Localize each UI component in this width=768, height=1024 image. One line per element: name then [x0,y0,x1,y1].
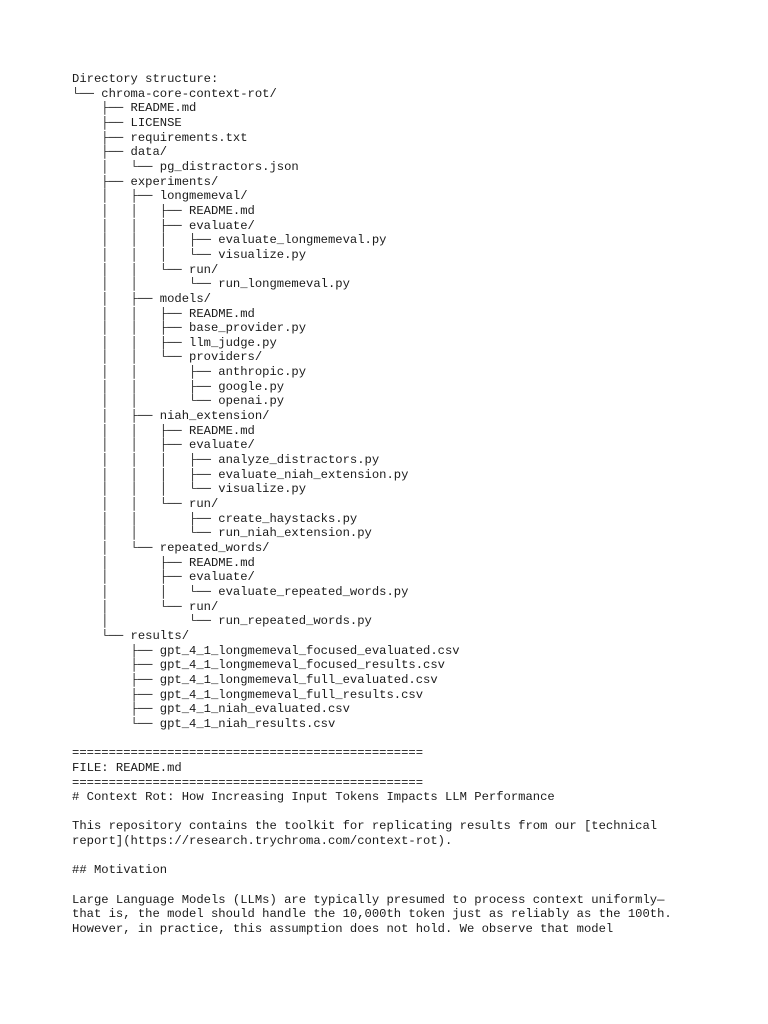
document-line: │ │ │ ├── evaluate_niah_extension.py [72,467,409,482]
document-line: However, in practice, this assumption does not hold. We observe that model [72,922,614,937]
document-line: │ └── repeated_words/ [72,541,270,555]
document-line: │ │ ├── anthropic.py [72,365,307,380]
document-line: │ │ ├── evaluate/ [72,438,255,453]
document-line [72,878,752,893]
document-line: │ │ │ ├── analyze_distractors.py [72,453,380,468]
document-line: │ │ ├── llm_judge.py [72,335,277,350]
document-line: This repository contains the toolkit for replicating results from our [technical [72,819,658,834]
document-line: │ │ ├── google.py [72,379,285,394]
document-line: ├── data/ [72,145,168,160]
document-line: │ │ └── run/ [72,262,219,277]
document-line [72,805,752,820]
document-line: ├── gpt_4_1_longmemeval_focused_evaluated.csv [72,643,460,658]
document-line: report](https://research.trychroma.com/context-rot). [72,834,453,849]
document-line: └── chroma-core-context-rot/ [72,86,277,101]
document-line: ├── requirements.txt [72,130,248,145]
document-line: FILE: README.md [72,760,182,775]
document-line: │ ├── README.md [72,555,255,570]
document-line: │ ├── longmemeval/ [72,189,248,204]
document-line: │ ├── evaluate/ [72,570,255,585]
document-line: │ └── run_repeated_words.py [72,614,372,629]
document-line [72,849,752,864]
document-line: │ │ ├── evaluate/ [72,218,255,233]
document-line: │ │ └── run_longmemeval.py [72,277,350,292]
document-line: │ ├── niah_extension/ [72,409,270,424]
document-line: # Context Rot: How Increasing Input Tokens Impacts LLM Performance [72,790,555,805]
document-line [72,732,752,747]
document-line: ├── LICENSE [72,115,182,130]
document-line: │ │ ├── base_provider.py [72,321,307,336]
document-line: │ │ ├── README.md [72,306,255,321]
document-line: └── results/ [72,628,190,643]
document-line: │ │ ├── create_haystacks.py [72,511,358,526]
document-line: ================================================ [72,746,424,761]
document-line: │ │ └── evaluate_repeated_words.py [72,584,409,599]
document-line: │ │ ├── README.md [72,203,255,218]
document-line: ================================================ [72,775,424,790]
document-line: └── gpt_4_1_niah_results.csv [72,716,336,731]
document-line: ## Motivation [72,863,168,878]
document-line: │ └── run/ [72,599,219,614]
document-line: ├── gpt_4_1_longmemeval_focused_results.csv [72,658,445,673]
document-line: ├── gpt_4_1_niah_evaluated.csv [72,702,350,717]
document-line: │ │ └── run_niah_extension.py [72,526,372,541]
document-line: │ │ └── providers/ [72,350,263,365]
document-line: that is, the model should handle the 10,000th token just as reliably as the 100th. [72,907,672,922]
document-page [72,72,752,937]
document-line: Directory structure: [72,72,219,86]
document-line: Large Language Models (LLMs) are typically presumed to process context uniformly— [72,892,665,907]
document-line: │ ├── models/ [72,291,211,306]
document-line: │ │ │ ├── evaluate_longmemeval.py [72,233,387,248]
document-line: │ │ │ └── visualize.py [72,247,307,262]
document-line: ├── experiments/ [72,174,219,189]
document-line: ├── README.md [72,101,197,116]
document-line: │ │ └── openai.py [72,394,285,409]
document-line: │ │ │ └── visualize.py [72,482,307,497]
document-line: │ │ └── run/ [72,497,219,512]
document-line: │ │ ├── README.md [72,423,255,438]
document-line: ├── gpt_4_1_longmemeval_full_evaluated.csv [72,672,438,687]
document-line: ├── gpt_4_1_longmemeval_full_results.csv [72,687,424,702]
document-line: │ └── pg_distractors.json [72,159,299,174]
